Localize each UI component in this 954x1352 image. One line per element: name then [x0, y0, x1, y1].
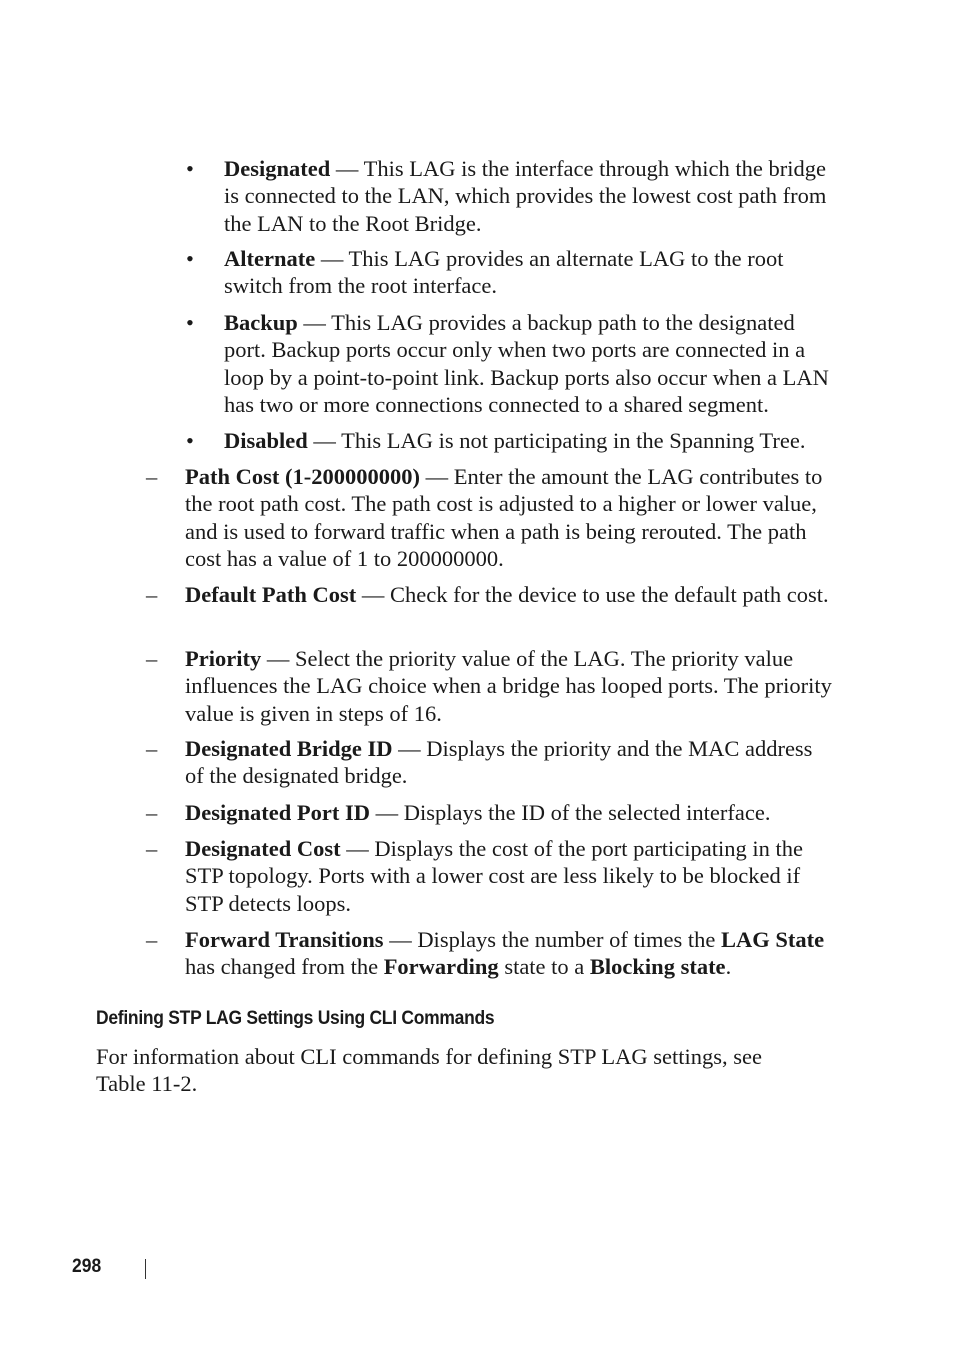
bullet-item-designated	[186, 155, 834, 237]
term-description: — Select the priority value of the LAG. The priority value influences the LAG choice when a bridge has looped ports. The priority value is given in steps of 16.	[185, 646, 832, 726]
term-description: — Displays the number of times the	[383, 927, 722, 952]
term-description: — Check for the device to use the default path cost.	[356, 582, 829, 607]
bullet-item-disabled	[186, 427, 834, 454]
inline-text: has changed from the	[185, 954, 384, 980]
dash-item-priority	[146, 645, 833, 727]
term-label: Designated Port ID	[185, 800, 370, 825]
term-description: — This LAG is not participating in the Spanning Tree.	[307, 428, 806, 453]
term-description: — Displays the priority and the MAC address of the designated bridge.	[185, 736, 813, 789]
dash-item-default-path-cost	[146, 581, 833, 608]
dash-item-path-cost	[146, 463, 833, 572]
inline-text: .	[725, 954, 732, 980]
term-label: Disabled	[224, 428, 308, 453]
bullet-marker: •	[186, 428, 194, 453]
dash-marker: –	[146, 646, 158, 671]
dash-marker: –	[146, 800, 158, 825]
footer-divider	[145, 1259, 146, 1279]
term-label: Path Cost (1-200000000)	[185, 464, 420, 489]
inline-bold-blocking-state: Blocking state	[589, 954, 726, 980]
term-description: — This LAG is the interface through which the bridge is connected to the LAN, which provides the lowest cost path from the LAN to the Root Bridge.	[224, 156, 827, 236]
dash-item-designated-cost	[146, 835, 833, 917]
bullet-marker: •	[186, 246, 194, 271]
term-description: — This LAG provides an alternate LAG to the root switch from the root interface.	[224, 246, 784, 299]
term-label: Default Path Cost	[185, 582, 357, 607]
dash-marker: –	[146, 736, 158, 761]
bullet-item-alternate	[186, 245, 834, 300]
term-description: — Displays the cost of the port participating in the STP topology. Ports with a lower cost are less likely to be blocked if STP detects loops.	[185, 836, 804, 916]
dash-item-forward-transitions	[146, 926, 833, 981]
inline-bold-lag-state: LAG State	[721, 927, 825, 952]
bullet-marker: •	[186, 310, 194, 335]
term-description: — Enter the amount the LAG contributes to the root path cost. The path cost is adjusted to a higher or lower value, and is used to forward traffic when a path is being rerouted. The path cost has a value of 1 to 200000000.	[185, 464, 823, 571]
term-label: Designated Cost	[185, 836, 341, 861]
dash-marker: –	[146, 927, 158, 952]
bullet-marker: •	[186, 156, 194, 181]
term-description: — Displays the ID of the selected interface.	[369, 800, 771, 825]
section-paragraph: For information about CLI commands for defining STP LAG settings, see Table 11-2.	[96, 1044, 762, 1097]
dash-marker: –	[146, 836, 158, 861]
inline-bold-forwarding: Forwarding	[383, 954, 499, 980]
dash-item-designated-bridge-id	[146, 735, 833, 790]
term-label: Designated Bridge ID	[185, 736, 393, 761]
term-label: Designated	[224, 156, 331, 181]
dash-item-designated-port-id	[146, 799, 833, 826]
inline-text: state to a	[498, 954, 590, 980]
bullet-item-backup	[186, 309, 834, 418]
term-label: Forward Transitions	[185, 927, 384, 952]
section-heading: Defining STP LAG Settings Using CLI Commands	[96, 1008, 495, 1029]
dash-marker: –	[146, 464, 158, 489]
page-number: 298	[72, 1256, 102, 1277]
term-label: Backup	[224, 310, 298, 335]
term-label: Priority	[185, 646, 262, 671]
term-label: Alternate	[224, 246, 316, 271]
dash-marker: –	[146, 582, 158, 607]
term-description: — This LAG provides a backup path to the designated port. Backup ports occur only when two ports are connected in a loop by a point-to-point link. Backup ports also occur when a LAN has two or more connections connected to a shared segment.	[224, 310, 829, 417]
